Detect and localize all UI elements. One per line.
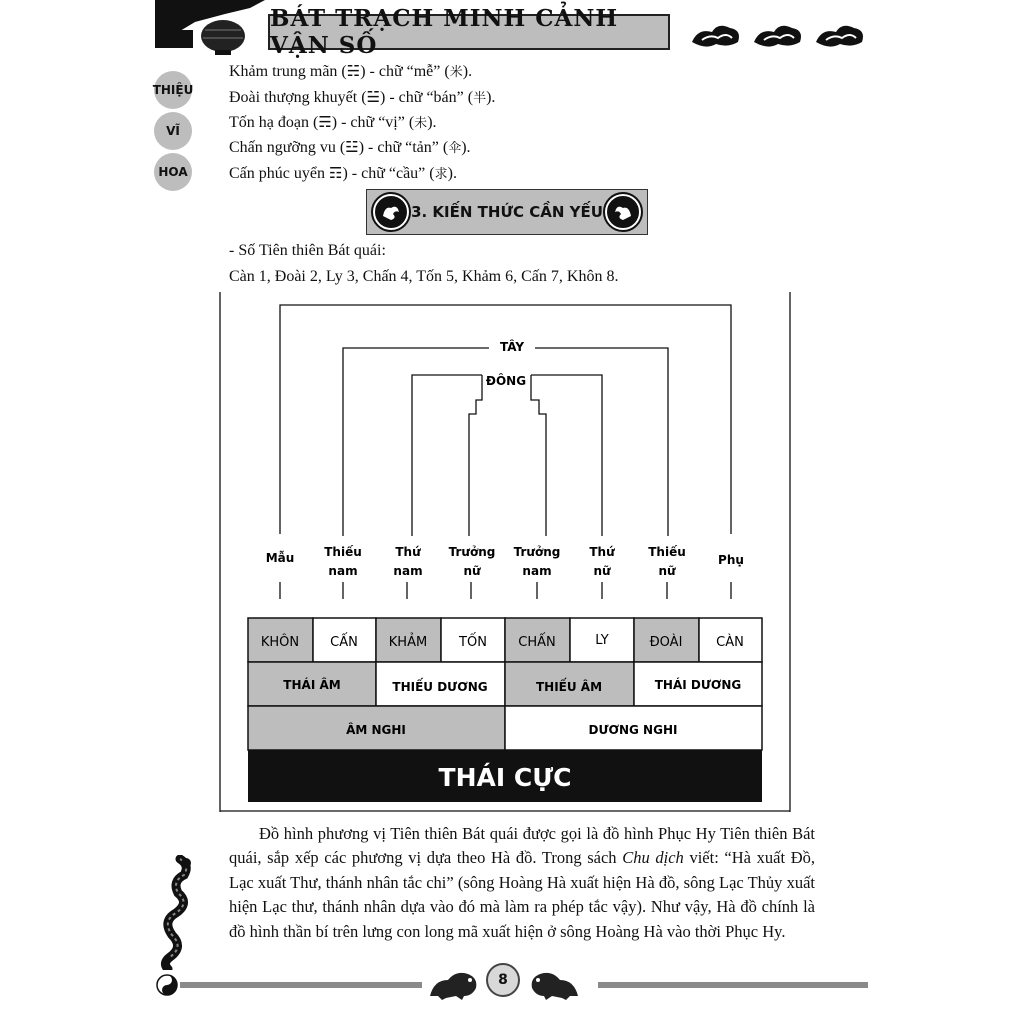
member-label: Phụ	[718, 553, 744, 567]
trigram-line: Chấn ngưỡng vu (☳) - chữ “tản” (伞).	[229, 138, 471, 156]
trigram-line: Cấn phúc uyển ☶) - chữ “cầu” (求).	[229, 164, 457, 182]
trigram-cell: LY	[595, 633, 609, 648]
member-label: nam	[522, 564, 552, 578]
member-label: nữ	[593, 564, 611, 578]
trigram-line: Khảm trung mãn (☵) - chữ “mễ” (米).	[229, 62, 473, 80]
member-label: Thiếu	[324, 545, 362, 559]
member-label: nam	[393, 564, 423, 578]
direction-west-label: TÂY	[499, 340, 525, 354]
intro-sequence: Càn 1, Đoài 2, Ly 3, Chấn 4, Tốn 5, Khảm 6, Cấn 7, Khôn 8.	[229, 268, 619, 285]
cloud-ornament-icon	[688, 20, 744, 50]
four-images-cell: THIẾU ÂM	[535, 680, 603, 694]
trigram-cell: KHÔN	[260, 635, 300, 650]
member-label: Thiếu	[648, 545, 686, 559]
trigram-icon: ☵	[346, 62, 361, 80]
member-label: Thứ	[589, 545, 615, 559]
side-badge-hoa: HOA	[154, 153, 192, 191]
dragon-medallion-icon	[605, 194, 641, 230]
member-label: Thứ	[395, 545, 421, 559]
trigram-icon: ☳	[345, 138, 359, 156]
side-badge-thieu: THIỆU	[154, 71, 192, 109]
dragon-decoration-icon	[150, 855, 194, 970]
four-images-cell: THÁI DƯƠNG	[654, 678, 742, 692]
member-label: nữ	[463, 564, 481, 578]
trigram-cell: CẤN	[330, 635, 358, 650]
yin-yang-icon	[156, 974, 178, 996]
intro-label: - Số Tiên thiên Bát quái:	[229, 242, 386, 259]
member-label: Mẫu	[265, 551, 295, 565]
two-forms-cell: DƯƠNG NGHI	[588, 723, 678, 737]
footer-rule-right	[598, 982, 868, 988]
member-label: nam	[328, 564, 358, 578]
trigram-icon: ☱	[366, 88, 381, 106]
trigram-line: Đoài thượng khuyết (☱) - chữ “bán” (半).	[229, 88, 496, 106]
cloud-ornament-icon	[812, 20, 868, 50]
trigram-row	[248, 618, 762, 662]
foo-dog-right-icon	[526, 966, 582, 1002]
trigram-cell: TỐN	[459, 635, 487, 650]
trigram-cell: CÀN	[716, 635, 744, 650]
trigram-cell: ĐOÀI	[649, 635, 683, 650]
footer-rule-left	[180, 982, 422, 988]
section-title: 3. KIẾN THỨC CẦN YẾU	[411, 203, 603, 221]
member-label: Trưởng	[513, 545, 561, 559]
side-badge-vi: VĨ	[154, 112, 192, 150]
dragon-medallion-icon	[373, 194, 409, 230]
foo-dog-left-icon	[426, 966, 482, 1002]
body-paragraph: Đồ hình phương vị Tiên thiên Bát quái được gọi là đồ hình Phục Hy Tiên thiên Bát quái, sắp xếp các phương vị dựa theo Hà đồ. Trong sách Chu dịch viết: “Hà xuất Đồ, Lạc xuất Thư, thánh nhân tắc chi” (sông Hoàng Hà xuất hiện Hà đồ, sông Lạc Thủy xuất hiện Lạc thư, thánh nhân dựa vào đó mà làm ra phép tắc vậy). Như vậy, Hà đồ chính là đồ hình thần bí trên lưng con long mã xuất hiện ở sông Hoàng Hà vào thời Phục Hy.	[229, 824, 815, 941]
supreme-ultimate-label: THÁI CỰC	[438, 763, 572, 792]
trigram-cell: KHẢM	[388, 635, 428, 650]
header-title-bar	[268, 5, 670, 59]
trigram-line: Tốn hạ đoạn (☴) - chữ “vị” (未).	[229, 113, 437, 131]
trigram-icon: ☴	[318, 113, 332, 131]
four-images-cell: THÁI ÂM	[283, 678, 341, 692]
page-number: 8	[486, 963, 520, 997]
member-label: Trưởng	[448, 545, 496, 559]
two-forms-row	[248, 706, 762, 750]
two-forms-cell: ÂM NGHI	[346, 723, 406, 737]
member-label: nữ	[658, 564, 676, 578]
trigram-icon: ☶	[328, 164, 343, 182]
section-heading	[366, 189, 648, 235]
trigram-cell: CHẤN	[518, 635, 556, 650]
four-images-cell: THIẾU DƯƠNG	[392, 680, 488, 694]
cloud-ornament-icon	[750, 20, 806, 50]
direction-east-label: ĐÔNG	[485, 374, 527, 388]
book-title: BÁT TRẠCH MINH CẢNH VẬN SỐ	[270, 5, 619, 59]
bagua-diagram	[219, 292, 791, 812]
lantern-roof-decoration	[155, 0, 265, 55]
